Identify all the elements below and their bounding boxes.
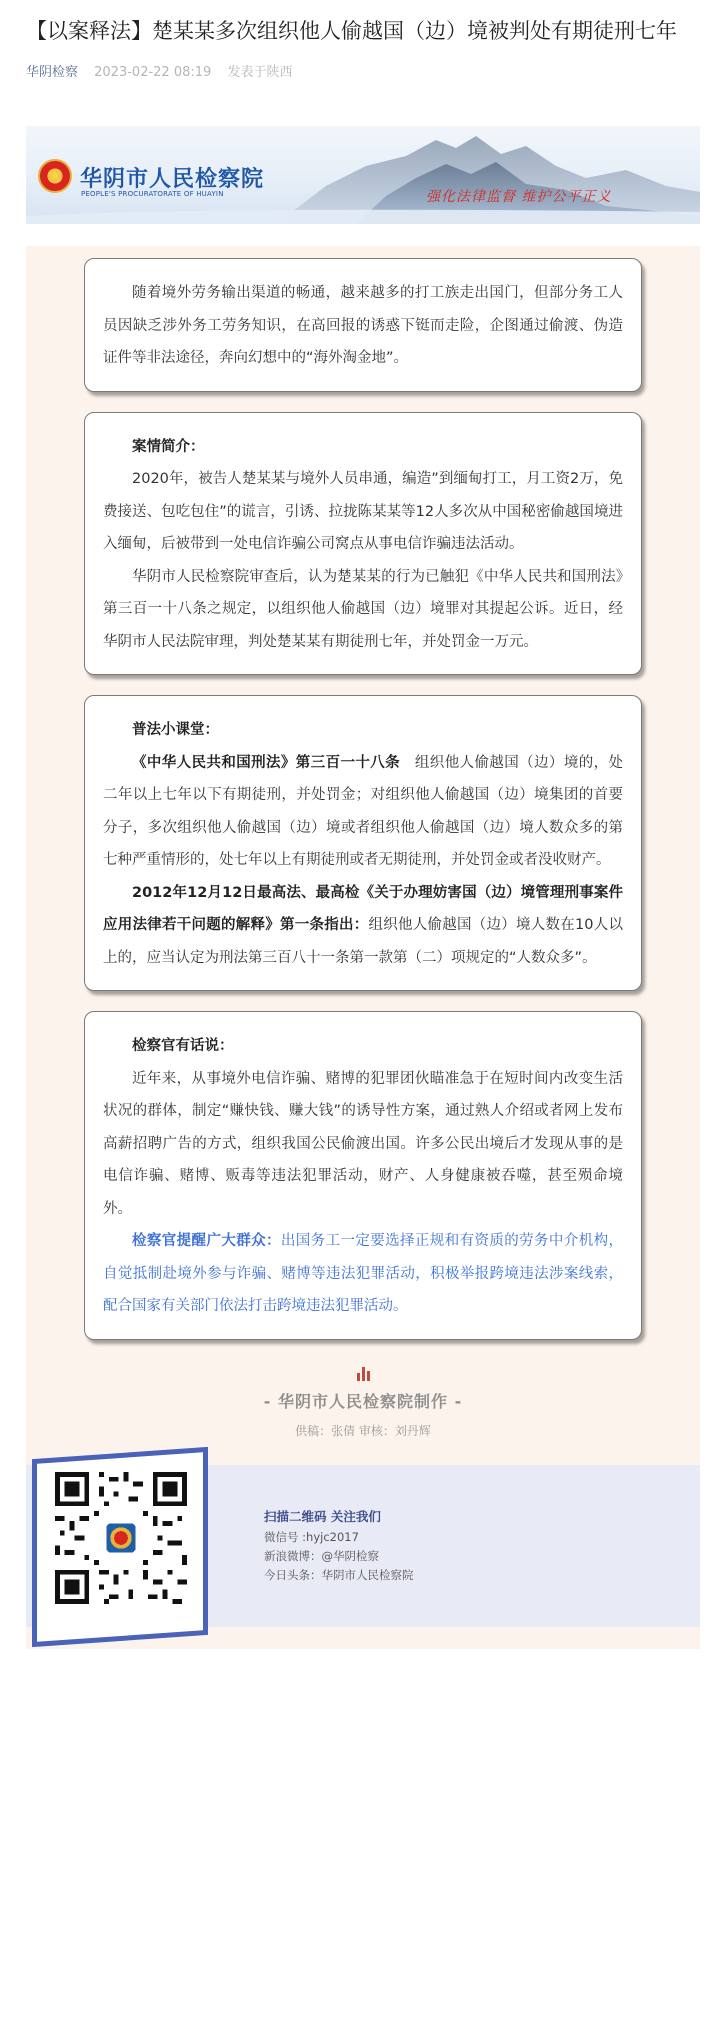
publish-location: 发表于陕西 xyxy=(227,65,293,80)
procuratorate-name-en: PEOPLE'S PROCURATORATE OF HUAYIN xyxy=(81,190,224,198)
article-meta xyxy=(0,47,726,80)
qr-code-icon[interactable] xyxy=(50,1467,192,1609)
qr-info xyxy=(264,1507,414,1585)
national-emblem-icon xyxy=(38,159,72,193)
account-name-link[interactable]: 华阴检察 xyxy=(26,65,79,80)
article-title: 【以案释法】楚某某多次组织他人偷越国（边）境被判处有期徒刑七年 xyxy=(26,19,677,43)
case-heading: 案情简介： xyxy=(132,438,205,455)
law-article-text: 组织他人偷越国（边）境的，处二年以上七年以下有期徒刑，并处罚金；对组织他人偷越国（边）境集团的首要分子，多次组织他人偷越国（边）境或者组织他人偷越国（边）境人数众多的第七种严重情形的，处七年以上有期徒刑或者无期徒刑，并处罚金或者没收财产。 xyxy=(103,754,623,868)
intro-paragraph: 随着境外劳务输出渠道的畅通，越来越多的打工族走出国门，但部分务工人员因缺乏涉外务工劳务知识，在高回报的诱惑下铤而走险，企图通过偷渡、伪造证件等非法途径，奔向幻想中的“海外淘金地”。 xyxy=(103,285,623,366)
qr-title: 扫描二维码 关注我们 xyxy=(264,1508,381,1524)
credits-line: 供稿：张倩 审核：刘丹辉 xyxy=(295,1423,431,1438)
law-paragraph-1 xyxy=(103,747,623,877)
publish-date: 2023-02-22 08:19 xyxy=(94,65,212,80)
bars-icon xyxy=(356,1362,371,1376)
official-paragraph-1: 近年来，从事境外电信诈骗、赌博的犯罪团伙瞄准急于在短时间内改变生活状况的群体，制定“赚快钱、赚大钱”的诱导性方案，通过熟人介绍或者网上发布高薪招聘广告的方式，组织我国公民偷渡出国。许多公民出境后才发现从事的是电信诈骗、赌博、贩毒等违法犯罪活动，财产、人身健康被吞噬，甚至殒命境外。 xyxy=(103,1070,623,1217)
qr-wechat: 微信号 :hyjc2017 xyxy=(264,1529,359,1544)
official-heading: 检察官有话说： xyxy=(132,1038,234,1054)
qr-pattern xyxy=(50,1467,192,1609)
law-interpretation-title: 2012年12月12日最高法、最高检《关于办理妨害国（边）境管理刑事案件应用法律若干问题的解释》第一条指出： xyxy=(103,884,623,933)
case-paragraph-1: 2020年，被告人楚某某与境外人员串通，编造”到缅甸打工，月工资2万，免费接送、包吃包住”的谎言，引诱、拉拢陈某某等12人多次从中国秘密偷越国境进入缅甸，后被带到一处电信诈骗公司窝点从事电信诈骗违法活动。 xyxy=(103,471,623,552)
case-paragraph-2: 华阴市人民检察院审查后，认为楚某某的行为已触犯《中华人民共和国刑法》第三百一十八条之规定，以组织他人偷越国（边）境罪对其提起公诉。近日，经华阴市人民法院审理，判处楚某某有期徒刑七年，并处罚金一万元。 xyxy=(103,568,623,650)
reminder-title: 检察官提醒广大群众： xyxy=(132,1233,281,1249)
maker-line: - 华阴市人民检察院制作 - xyxy=(263,1391,463,1411)
qr-toutiao: 今日头条：华阴市人民检察院 xyxy=(264,1567,414,1582)
procuratorate-name: 华阴市人民检察院 xyxy=(80,166,265,192)
official-reminder xyxy=(103,1225,623,1323)
law-article-title: 《中华人民共和国刑法》第三百一十八条 xyxy=(132,754,401,771)
footer-mark xyxy=(26,1362,700,1381)
law-interpretation-text: 组织他人偷越国（边）境人数在10人以上的，应当认定为刑法第三百八十一条第一款第（二）项规定的“人数众多”。 xyxy=(103,917,624,966)
header-banner-image xyxy=(26,126,700,224)
case-card xyxy=(84,412,642,676)
law-heading: 普法小课堂： xyxy=(132,722,219,738)
qr-section xyxy=(26,1465,700,1627)
article-content xyxy=(26,246,700,1649)
qr-weibo: 新浪微博：@华阴检察 xyxy=(264,1548,379,1563)
intro-card xyxy=(84,258,642,392)
law-card xyxy=(84,695,642,991)
banner-slogan: 强化法律监督 维护公平正义 xyxy=(426,189,612,205)
official-card xyxy=(84,1011,642,1340)
reminder-text: 出国务工一定要选择正规和有资质的劳务中介机构，自觉抵制赴境外参与诈骗、赌博等违法犯罪活动，积极举报跨境违法涉案线索，配合国家有关部门依法打击跨境违法犯罪活动。 xyxy=(103,1233,623,1314)
law-paragraph-2 xyxy=(103,877,623,975)
